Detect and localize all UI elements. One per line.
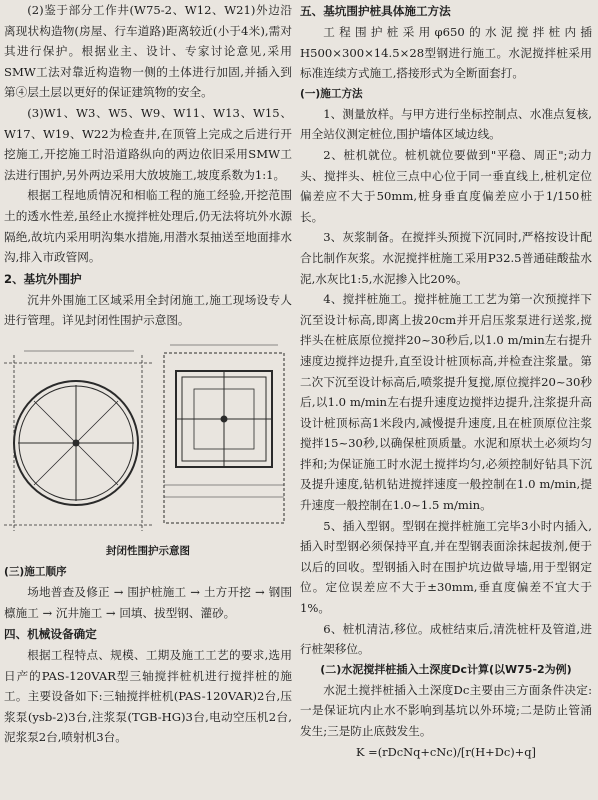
enclosure-figure [4, 335, 292, 541]
left-column [4, 0, 292, 800]
step-positioning: 2、桩机就位。桩机就位要做到"平稳、周正";动力头、搅拌头、桩位三点中心位于同一垂直线上,桩机定位偏差应不大于50mm,桩身垂直度偏差应小于1/150桩长。 [300, 147, 592, 224]
paragraph-pile-spec: 工程围护桩采用φ650的水泥搅拌桩内插H500×300×14.5×28型钢进行施工。水泥搅拌桩采用标准连续方式施工,搭接形式为全断面套打。 [300, 25, 592, 81]
enclosure-diagram [4, 335, 292, 541]
heading-depth-calculation: (二)水泥搅拌桩插入土深度Dc计算(以W75-2为例) [320, 662, 572, 676]
paragraph-sequence: 场地普查及修正 → 围护桩施工 → 土方开挖 → 钢围檩施工 → 沉井施工 → 回填、拔型钢、灌砂。 [4, 584, 292, 620]
heading-outer-enclosure: 2、基坑外围护 [4, 271, 82, 286]
paragraph-machinery: 根据工程特点、规模、工期及施工工艺的要求,选用日产的PAS-120VAR型三轴搅拌桩机进行搅拌桩的施工。主要设备如下:三轴搅拌桩机(PAS-120VAR)2台,压浆泵(ysb-2)3台,注浆泵(TGB-HG)3台,电动空压机2台,泥浆泵2台,喷射机3台。 [4, 648, 292, 745]
square-well-plan [164, 345, 284, 523]
figure-caption: 封闭性围护示意图 [106, 544, 190, 557]
heading-machinery: 四、机械设备确定 [4, 627, 97, 642]
formula-k: K =(rDcNq+cNc)/[r(H+Dc)+q] [356, 744, 536, 759]
paragraph-inspection-wells: (3)W1、W3、W5、W9、W11、W13、W15、W17、W19、W22为检查井,在顶管上完成之后进行开挖施工,开挖施工时沿道路纵向的两边依旧采用SMW工法进行围护,另外两边采用大放坡施工,坡度系数为1:1。 [4, 105, 292, 182]
paragraph-enclosure: 沉井外围施工区域采用全封闭施工,施工现场设专人进行管理。详见封闭性围护示意图。 [4, 292, 292, 328]
step-survey: 1、测量放样。与甲方进行坐标控制点、水准点复核,用全站仪测定桩位,围护墙体区域边线。 [300, 106, 592, 142]
paragraph-drainage: 根据工程地质情况和相临工程的施工经验,开挖范围土的透水性差,虽经止水搅拌桩处理后,仍无法将坑外水源隔绝,故坑内采用明沟集水措施,用潜水泵抽送至地面排水沟,排入市政管网。 [4, 188, 292, 265]
paragraph-protection: (2)鉴于部分工作井(W75-2、W12、W21)外边沿离现状构造物(房屋、行车道路)距离较近(小于4米),需对其进行保护。根据业主、设计、专家讨论意见,采用SMW工法对靠近构造物一侧的土体进行加固,并插入到第④层土层以更好的保证建筑物的安全。 [4, 3, 292, 100]
step-mixing: 4、搅拌桩施工。搅拌桩施工工艺为第一次预搅拌下沉至设计标高,即离上拔20cm并开启压浆泵进行送浆,搅拌头在桩底原位搅拌20~30秒后,以1.0 m/min左右提升速度边搅拌边提升,直至设计桩顶标高,并检查注浆量。第二次下沉至设计标高后,喷浆提升复搅,原位搅拌20~30秒后,以1.0 m/min左右提升速度边搅拌边提升,注浆提升高设计桩顶标高1米段内,减慢提升速度,且在桩顶原位注浆搅拌15~30秒,以确保桩顶质量。水泥和原状土必须均匀拌和;为保证施工时水泥土搅拌均匀,必须控制好钻具下沉及提升速度,钻机钻进搅拌速度一般控制在1.0 m/min,提升速度一般控制在1.0~1.5 m/min。 [300, 292, 592, 513]
circular-well-plan [4, 351, 154, 531]
step-cleaning: 6、桩机清洁,移位。成桩结束后,清洗桩杆及管道,进行桩架移位。 [300, 621, 592, 657]
paragraph-depth-conditions: 水泥土搅拌桩插入土深度Dc主要由三方面条件决定:一是保证坑内止水不影响到基坑以外环境;二是防止管涌发生;三是防止底鼓发生。 [300, 682, 592, 738]
heading-construction-sequence: (三)施工顺序 [4, 565, 67, 578]
step-grout: 3、灰浆制备。在搅拌头预搅下沉同时,严格按设计配合比制作灰浆。水泥搅拌桩施工采用P32.5普通硅酸盐水泥,水灰比1:5,水泥掺入比20%。 [300, 230, 592, 286]
heading-method: (一)施工方法 [300, 87, 363, 100]
heading-construction-method: 五、基坑围护桩具体施工方法 [300, 4, 451, 18]
right-column [300, 0, 592, 800]
step-steel-insertion: 5、插入型钢。型钢在搅拌桩施工完毕3小时内插入,插入时型钢必须保持平直,并在型钢表面涂抹起拔剂,便于以后的回收。型钢插入时在围护坑边做导墙,用于型钢定位。定位误差应不大于±30mm,垂直度偏差不宜大于1%。 [300, 518, 592, 616]
